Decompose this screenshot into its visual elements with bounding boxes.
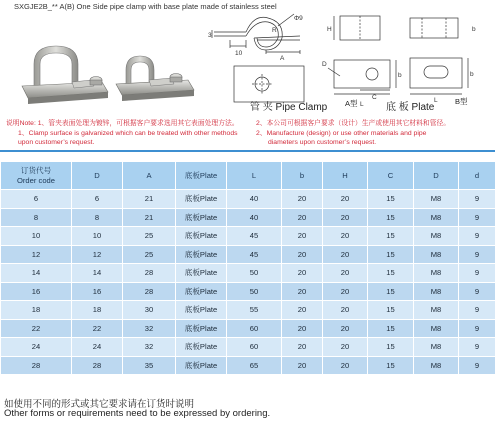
col-b: b — [282, 162, 323, 190]
table-cell: 20 — [323, 264, 368, 283]
table-cell: 60 — [227, 319, 282, 338]
table-cell: 12 — [1, 245, 72, 264]
table-cell: M8 — [414, 356, 459, 375]
spec-table — [0, 161, 496, 375]
table-header-row — [1, 162, 496, 190]
dim-l-label: L — [360, 101, 364, 108]
table-cell: 15 — [368, 301, 414, 320]
footer-note-zh: 如使用不同的形式或其它要求请在订货时说明 — [4, 399, 195, 410]
notes-right — [256, 119, 492, 148]
col-c: C — [368, 162, 414, 190]
header-title: SXGJE2B_** A(B) One Side pipe clamp with base plate made of stainless steel — [14, 2, 277, 11]
table-row — [1, 338, 496, 357]
clamp-side-drawing — [212, 14, 300, 54]
table-cell: 底板Plate — [176, 319, 227, 338]
table-cell: 6 — [72, 190, 123, 209]
table-cell: 28 — [123, 264, 176, 283]
table-cell: 10 — [1, 227, 72, 246]
table-cell: 20 — [323, 245, 368, 264]
table-cell: 15 — [368, 190, 414, 209]
note-1-zh: 说明Note: 1、管夹表面处理为镀锌，可根据客户要求选用其它表面处理方法。 — [6, 120, 239, 127]
table-cell: 15 — [368, 319, 414, 338]
table-cell: 20 — [323, 319, 368, 338]
table-cell: 底板Plate — [176, 338, 227, 357]
table-cell: M8 — [414, 282, 459, 301]
clamp-top-drawing — [234, 66, 304, 102]
table-cell: 20 — [282, 301, 323, 320]
table-cell: 21 — [123, 208, 176, 227]
col-d: D — [72, 162, 123, 190]
table-cell: 24 — [1, 338, 72, 357]
table-cell: 底板Plate — [176, 301, 227, 320]
note-2-en-b: diameters upon customer’s request. — [268, 139, 377, 147]
table-cell: 55 — [227, 301, 282, 320]
table-cell: 16 — [1, 282, 72, 301]
table-cell: 20 — [282, 264, 323, 283]
table-cell: 28 — [123, 282, 176, 301]
dim-t-label: 3 — [208, 32, 212, 39]
table-cell: 20 — [282, 208, 323, 227]
table-cell: 28 — [72, 356, 123, 375]
table-cell: 24 — [72, 338, 123, 357]
plate-front-drawing — [334, 16, 380, 40]
table-cell: 底板Plate — [176, 282, 227, 301]
table-cell: M8 — [414, 319, 459, 338]
table-cell: 底板Plate — [176, 227, 227, 246]
table-cell: 15 — [368, 227, 414, 246]
table-cell: 65 — [227, 356, 282, 375]
table-cell: 9 — [459, 245, 496, 264]
table-cell: 20 — [323, 227, 368, 246]
notes-left — [6, 119, 246, 148]
clamp-caption: 管 夹 Pipe Clamp — [250, 102, 328, 113]
dim-h-label: H — [327, 26, 332, 33]
table-cell: M8 — [414, 264, 459, 283]
table-cell: 50 — [227, 282, 282, 301]
table-cell: 35 — [123, 356, 176, 375]
table-cell: 6 — [1, 190, 72, 209]
footer-note-en: Other forms or requirements need to be expressed by ordering. — [4, 408, 271, 419]
table-cell: 20 — [282, 282, 323, 301]
plate-b-drawing — [410, 58, 468, 94]
note-1-en-a: 1、Clamp surface is galvanized which can be treated with other methods — [18, 129, 238, 137]
table-cell: 20 — [323, 190, 368, 209]
table-cell: 60 — [227, 338, 282, 357]
table-cell: 20 — [282, 245, 323, 264]
table-cell: 9 — [459, 190, 496, 209]
table-cell: 9 — [459, 208, 496, 227]
table-cell: 15 — [368, 208, 414, 227]
table-cell: 20 — [282, 227, 323, 246]
table-cell: 15 — [368, 338, 414, 357]
dim-b3-label: b — [470, 71, 474, 78]
table-row — [1, 301, 496, 320]
table-cell: M8 — [414, 208, 459, 227]
dim-ten-label: 10 — [235, 50, 243, 57]
table-cell: 40 — [227, 190, 282, 209]
table-cell: 14 — [72, 264, 123, 283]
table-row — [1, 282, 496, 301]
table-row — [1, 190, 496, 209]
table-cell: 20 — [282, 190, 323, 209]
plate-a-label: A型 — [345, 99, 358, 108]
plate-b-label: B型 — [455, 97, 468, 106]
table-cell: 15 — [368, 282, 414, 301]
table-cell: 8 — [72, 208, 123, 227]
table-body — [1, 190, 496, 375]
table-cell: 9 — [459, 282, 496, 301]
table-row — [1, 227, 496, 246]
table-cell: 40 — [227, 208, 282, 227]
plate-caption: 底 板 Plate — [386, 102, 435, 113]
table-cell: 25 — [123, 245, 176, 264]
table-cell: 20 — [323, 208, 368, 227]
table-cell: 20 — [323, 356, 368, 375]
table-cell: 20 — [323, 338, 368, 357]
table-cell: 20 — [282, 338, 323, 357]
table-cell: 15 — [368, 264, 414, 283]
table-cell: 32 — [123, 319, 176, 338]
dim-d-label: D — [322, 61, 327, 68]
table-cell: 28 — [1, 356, 72, 375]
table-cell: 45 — [227, 245, 282, 264]
divider — [0, 150, 495, 152]
plate-side-drawing — [410, 18, 458, 38]
table-cell: M8 — [414, 190, 459, 209]
dim-l2-label: L — [434, 97, 438, 104]
table-cell: 9 — [459, 264, 496, 283]
table-cell: 9 — [459, 338, 496, 357]
table-cell: M8 — [414, 245, 459, 264]
table-cell: 45 — [227, 227, 282, 246]
col-d-thread: D — [414, 162, 459, 190]
col-small-d: d — [459, 162, 496, 190]
dim-b2-label: b — [398, 72, 402, 79]
table-cell: 21 — [123, 190, 176, 209]
table-cell: M8 — [414, 338, 459, 357]
plate-a-drawing — [328, 60, 396, 94]
dim-b-label: b — [472, 26, 476, 33]
clamp-photo-1 — [22, 46, 108, 104]
table-cell: 20 — [282, 319, 323, 338]
note-2-zh: 2、本公司可根据客户要求（设计）生产或使用其它材料和管径。 — [256, 120, 451, 127]
table-cell: 15 — [368, 245, 414, 264]
table-cell: 25 — [123, 227, 176, 246]
col-l: L — [227, 162, 282, 190]
table-cell: 12 — [72, 245, 123, 264]
table-cell: 15 — [368, 356, 414, 375]
table-cell: 22 — [1, 319, 72, 338]
product-photo — [16, 42, 206, 112]
table-cell: 32 — [123, 338, 176, 357]
table-cell: 18 — [1, 301, 72, 320]
table-cell: 20 — [282, 356, 323, 375]
table-cell: 10 — [72, 227, 123, 246]
dim-phi-label: Φ9 — [294, 15, 303, 22]
table-cell: 30 — [123, 301, 176, 320]
table-cell: 底板Plate — [176, 245, 227, 264]
table-cell: 底板Plate — [176, 264, 227, 283]
table-row — [1, 245, 496, 264]
table-cell: 20 — [323, 301, 368, 320]
table-cell: 9 — [459, 319, 496, 338]
clamp-photo-2 — [116, 56, 194, 101]
note-2-en-a: 2、Manufacture (design) or use other materials and pipe — [256, 129, 427, 137]
table-cell: 9 — [459, 227, 496, 246]
col-order-code: 订货代号 Order code — [1, 162, 72, 190]
table-cell: 9 — [459, 356, 496, 375]
table-cell: 8 — [1, 208, 72, 227]
table-cell: 16 — [72, 282, 123, 301]
dim-r-label: R — [272, 27, 277, 34]
dim-a-label: A — [280, 55, 285, 62]
table-cell: 底板Plate — [176, 190, 227, 209]
col-plate: 底板Plate — [176, 162, 227, 190]
table-cell: 18 — [72, 301, 123, 320]
table-row — [1, 356, 496, 375]
table-row — [1, 264, 496, 283]
table-cell: 20 — [323, 282, 368, 301]
table-cell: M8 — [414, 301, 459, 320]
table-cell: 22 — [72, 319, 123, 338]
note-1-en-b: upon customer’s request. — [18, 139, 95, 147]
table-cell: M8 — [414, 227, 459, 246]
dim-c-label: C — [372, 94, 377, 101]
table-cell: 底板Plate — [176, 356, 227, 375]
col-a: A — [123, 162, 176, 190]
table-row — [1, 319, 496, 338]
col-h: H — [323, 162, 368, 190]
table-cell: 9 — [459, 301, 496, 320]
table-row — [1, 208, 496, 227]
table-cell: 14 — [1, 264, 72, 283]
table-cell: 50 — [227, 264, 282, 283]
table-cell: 底板Plate — [176, 208, 227, 227]
